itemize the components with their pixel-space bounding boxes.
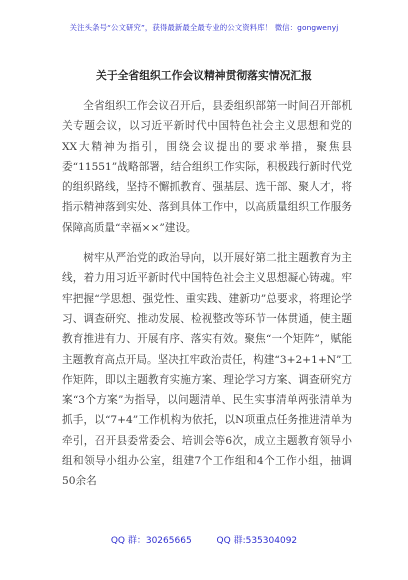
header-banner: 关注头条号“公文研究”，获得最新最全最专业的公文资料库！ 微信：gongwenyj (69, 23, 339, 32)
document-title: 关于全省组织工作会议精神贯彻落实情况汇报 (96, 69, 312, 82)
footer-qq-group-2: QQ 群:535304092 (216, 536, 298, 546)
footer-contact (0, 533, 408, 546)
document-body (62, 96, 352, 502)
footer-qq-group-1: QQ 群：30265665 (110, 536, 192, 546)
paragraph-1: 全省组织工作会议召开后，县委组织部第一时间召开部机关专题会议，以习近平新时代中国特色社会主义思想和党的XX大精神为指引，围绕会议提出的要求举措，聚焦县委“11551”战略部署，结合组织工作实际，积极践行新时代党的组织路线，坚持不懈抓教育、强基层、选干部、聚人才，将指示精神落到实处、落到具体工作中，以高质量组织工作服务保障高质量“幸福××”建设。 (62, 100, 352, 234)
paragraph-2: 树牢从严治党的政治导向，以开展好第二批主题教育为主线，着力用习近平新时代中国特色社会主义思想凝心铸魂。牢牢把握“学思想、强党性、重实践、建新功”总要求，将理论学习、调查研究、推动发展、检视整改等环节一体贯通，使主题教育推进有力、开展有序、落实有效。聚焦“一个矩阵”，赋能主题教育高点开局。坚决扛牢政治责任，构建“3+2+1+N”工作矩阵，即以主题教育实施方案、理论学习方案、调查研究方案“3个方案”为指导，以问题清单、民生实事清单两张清单为抓手，以“7+4”工作机构为依托，以N项重点任务推进清单为牵引，召开县委常委会、培训会等6次，成立主题教育领导小组和领导小组办公室，组建7个工作组和4个工作小组，抽调50余名 (62, 252, 352, 488)
